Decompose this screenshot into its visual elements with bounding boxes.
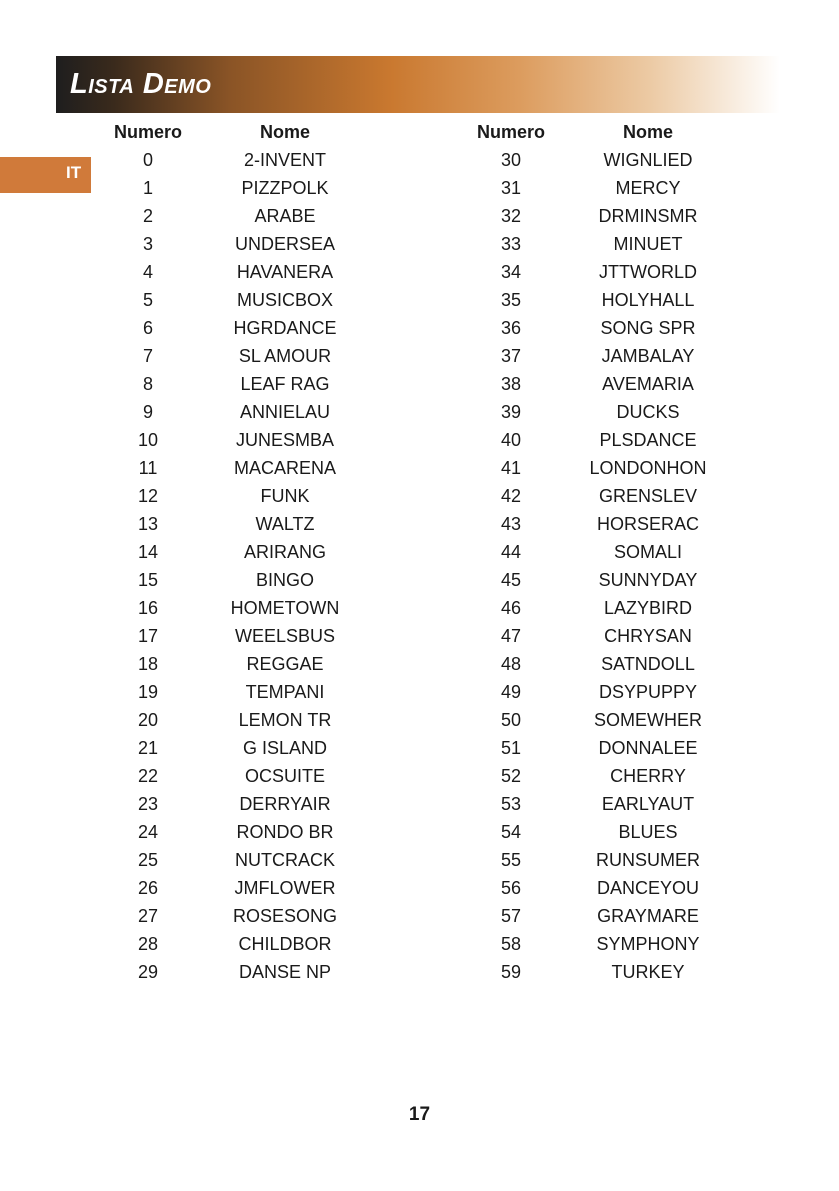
demo-name: WEELSBUS bbox=[234, 626, 336, 646]
demo-number: 44 bbox=[500, 542, 522, 562]
demo-name: JUNESMBA bbox=[235, 430, 334, 450]
header-name: Nome bbox=[622, 122, 673, 142]
demo-name: EARLYAUT bbox=[601, 794, 695, 814]
demo-number: 29 bbox=[137, 962, 159, 982]
demo-number: 54 bbox=[500, 822, 522, 842]
demo-number: 41 bbox=[500, 458, 522, 478]
demo-number: 39 bbox=[500, 402, 522, 422]
demo-name: CHERRY bbox=[610, 766, 686, 786]
demo-name: ANNIELAU bbox=[239, 402, 331, 422]
demo-name: SUNNYDAY bbox=[598, 570, 698, 590]
demo-name: NUTCRACK bbox=[234, 850, 335, 870]
demo-number: 56 bbox=[500, 878, 522, 898]
demo-name: TEMPANI bbox=[245, 682, 325, 702]
demo-name: G ISLAND bbox=[242, 738, 328, 758]
demo-name: CHRYSAN bbox=[604, 626, 692, 646]
demo-name: MUSICBOX bbox=[236, 290, 333, 310]
demo-number: 52 bbox=[500, 766, 522, 786]
demo-name: MACARENA bbox=[233, 458, 336, 478]
demo-name: SATNDOLL bbox=[601, 654, 695, 674]
demo-number: 16 bbox=[137, 598, 159, 618]
demo-name: HORSERAC bbox=[596, 514, 699, 534]
demo-name: PIZZPOLK bbox=[241, 178, 329, 198]
demo-name: ROSESONG bbox=[232, 906, 338, 926]
demo-name: 2-INVENT bbox=[243, 150, 326, 170]
demo-number: 15 bbox=[137, 570, 159, 590]
demo-name: SOMALI bbox=[613, 542, 683, 562]
demo-name: HAVANERA bbox=[236, 262, 334, 282]
demo-number: 31 bbox=[500, 178, 522, 198]
demo-number: 18 bbox=[137, 654, 159, 674]
demo-number: 49 bbox=[500, 682, 522, 702]
demo-name: PLSDANCE bbox=[599, 430, 697, 450]
demo-name: REGGAE bbox=[246, 654, 324, 674]
demo-number: 12 bbox=[137, 486, 159, 506]
demo-number: 34 bbox=[500, 262, 522, 282]
demo-number: 9 bbox=[142, 402, 153, 422]
demo-number: 25 bbox=[137, 850, 159, 870]
demo-number: 37 bbox=[500, 346, 522, 366]
demo-number: 58 bbox=[500, 934, 522, 954]
demo-name: WIGNLIED bbox=[603, 150, 693, 170]
demo-name: DONNALEE bbox=[598, 738, 698, 758]
demo-name: LONDONHON bbox=[589, 458, 707, 478]
demo-name: JTTWORLD bbox=[599, 262, 697, 282]
demo-number: 38 bbox=[500, 374, 522, 394]
demo-number: 26 bbox=[137, 878, 159, 898]
demo-number: 50 bbox=[500, 710, 522, 730]
demo-number: 14 bbox=[137, 542, 159, 562]
demo-name: DRMINSMR bbox=[598, 206, 698, 226]
demo-number: 5 bbox=[142, 290, 153, 310]
demo-number: 55 bbox=[500, 850, 522, 870]
demo-name: HOMETOWN bbox=[230, 598, 340, 618]
demo-name: LAZYBIRD bbox=[603, 598, 693, 618]
demo-name: GRENSLEV bbox=[598, 486, 698, 506]
demo-number: 7 bbox=[142, 346, 153, 366]
demo-name: BINGO bbox=[255, 570, 314, 590]
demo-number: 8 bbox=[142, 374, 153, 394]
demo-name: FUNK bbox=[260, 486, 310, 506]
header-number: Numero bbox=[113, 122, 182, 142]
demo-name: TURKEY bbox=[611, 962, 685, 982]
demo-number: 48 bbox=[500, 654, 522, 674]
demo-name: SOMEWHER bbox=[594, 710, 702, 730]
demo-name: UNDERSEA bbox=[234, 234, 336, 254]
demo-name: JAMBALAY bbox=[601, 346, 695, 366]
demo-number: 17 bbox=[137, 626, 159, 646]
demo-number: 3 bbox=[142, 234, 153, 254]
demo-number: 23 bbox=[137, 794, 159, 814]
demo-name: BLUES bbox=[618, 822, 678, 842]
demo-number: 13 bbox=[137, 514, 159, 534]
demo-number: 57 bbox=[500, 906, 522, 926]
demo-number: 45 bbox=[500, 570, 522, 590]
demo-number: 53 bbox=[500, 794, 522, 814]
demo-name: DANSE NP bbox=[238, 962, 332, 982]
demo-number: 24 bbox=[137, 822, 159, 842]
demo-number: 4 bbox=[142, 262, 153, 282]
demo-name: HGRDANCE bbox=[233, 318, 337, 338]
page-title: Lista Demo bbox=[70, 68, 212, 100]
demo-number: 36 bbox=[500, 318, 522, 338]
demo-name: DERRYAIR bbox=[239, 794, 331, 814]
demo-number: 28 bbox=[137, 934, 159, 954]
demo-number: 20 bbox=[137, 710, 159, 730]
header-number: Numero bbox=[476, 122, 545, 142]
demo-number: 47 bbox=[500, 626, 522, 646]
header-name: Nome bbox=[259, 122, 310, 142]
demo-number: 59 bbox=[500, 962, 522, 982]
demo-name: LEAF RAG bbox=[240, 374, 330, 394]
demo-name: WALTZ bbox=[255, 514, 315, 534]
demo-name: ARIRANG bbox=[243, 542, 326, 562]
demo-number: 46 bbox=[500, 598, 522, 618]
demo-name: ARABE bbox=[254, 206, 316, 226]
demo-name: CHILDBOR bbox=[238, 934, 332, 954]
demo-number: 0 bbox=[142, 150, 153, 170]
demo-number: 40 bbox=[500, 430, 522, 450]
demo-number: 2 bbox=[142, 206, 153, 226]
demo-number: 30 bbox=[500, 150, 522, 170]
demo-name: SONG SPR bbox=[600, 318, 696, 338]
demo-name: GRAYMARE bbox=[597, 906, 699, 926]
demo-number: 35 bbox=[500, 290, 522, 310]
demo-name: SL AMOUR bbox=[238, 346, 332, 366]
demo-name: RUNSUMER bbox=[595, 850, 700, 870]
demo-name: MERCY bbox=[615, 178, 681, 198]
demo-name: MINUET bbox=[613, 234, 683, 254]
demo-number: 42 bbox=[500, 486, 522, 506]
demo-number: 33 bbox=[500, 234, 522, 254]
demo-number: 27 bbox=[137, 906, 159, 926]
demo-number: 10 bbox=[137, 430, 159, 450]
demo-name: JMFLOWER bbox=[234, 878, 336, 898]
demo-name: DSYPUPPY bbox=[598, 682, 698, 702]
demo-number: 43 bbox=[500, 514, 522, 534]
demo-name: HOLYHALL bbox=[601, 290, 695, 310]
demo-number: 22 bbox=[137, 766, 159, 786]
demo-name: DUCKS bbox=[616, 402, 680, 422]
demo-number: 11 bbox=[138, 458, 158, 478]
demo-number: 1 bbox=[142, 178, 153, 198]
demo-name: OCSUITE bbox=[244, 766, 325, 786]
demo-number: 6 bbox=[142, 318, 153, 338]
demo-name: LEMON TR bbox=[238, 710, 332, 730]
demo-number: 51 bbox=[500, 738, 522, 758]
demo-number: 21 bbox=[137, 738, 159, 758]
demo-name: AVEMARIA bbox=[602, 374, 694, 394]
language-tab: IT bbox=[0, 157, 91, 193]
title-band bbox=[56, 56, 780, 113]
demo-name: DANCEYOU bbox=[596, 878, 699, 898]
demo-name: SYMPHONY bbox=[596, 934, 700, 954]
page-number: 17 bbox=[408, 1104, 431, 1125]
demo-number: 19 bbox=[137, 682, 159, 702]
demo-name: RONDO BR bbox=[236, 822, 334, 842]
demo-number: 32 bbox=[500, 206, 522, 226]
